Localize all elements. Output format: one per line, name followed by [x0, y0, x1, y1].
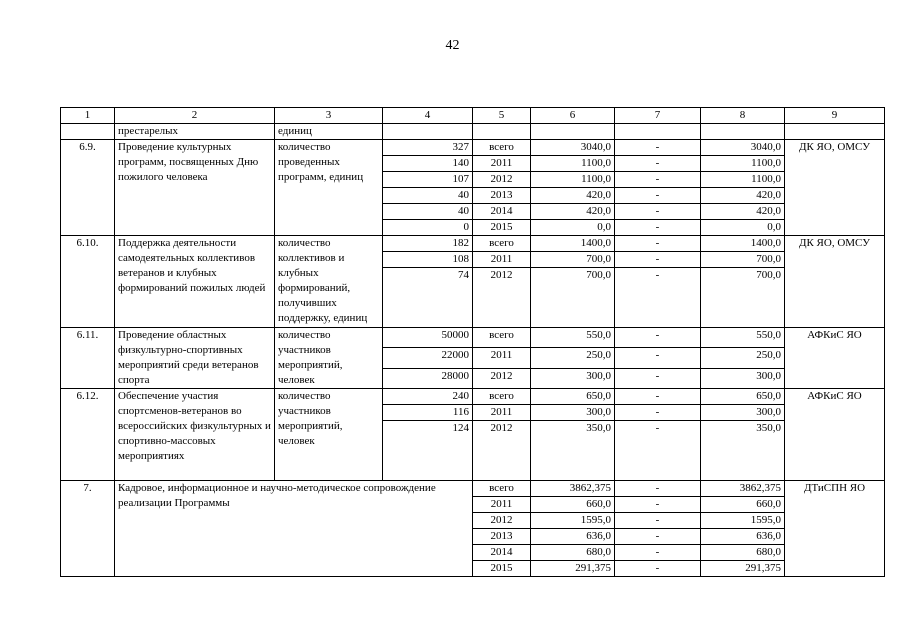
continuation-row — [61, 124, 885, 140]
value-target: 327 — [383, 140, 473, 156]
value-total: 660,0 — [531, 497, 615, 513]
value-total: 350,0 — [531, 421, 615, 481]
period: 2012 — [473, 513, 531, 529]
table-body — [61, 108, 885, 577]
table-row — [61, 236, 885, 252]
value-other: - — [615, 156, 701, 172]
item-name: Кадровое, информационное и научно-методическое сопровождение реализации Программы — [115, 481, 473, 577]
item-number: 6.10. — [61, 236, 115, 328]
value-total: 636,0 — [531, 529, 615, 545]
value-other: - — [615, 481, 701, 497]
value-target: 140 — [383, 156, 473, 172]
period: 2012 — [473, 368, 531, 388]
value-regional: 1100,0 — [701, 156, 785, 172]
period: всего — [473, 236, 531, 252]
value-regional: 420,0 — [701, 188, 785, 204]
value-total: 300,0 — [531, 405, 615, 421]
value-target: 240 — [383, 389, 473, 405]
value-total: 1595,0 — [531, 513, 615, 529]
executor: АФКиС ЯО — [785, 328, 885, 389]
value-regional: 291,375 — [701, 561, 785, 577]
value-other: - — [615, 421, 701, 481]
value-regional: 550,0 — [701, 328, 785, 348]
header-cell: 5 — [473, 108, 531, 124]
value-total: 291,375 — [531, 561, 615, 577]
value-target: 0 — [383, 220, 473, 236]
value-regional: 3862,375 — [701, 481, 785, 497]
value-other: - — [615, 348, 701, 368]
item-name: Поддержка деятельности самодеятельных коллективов ветеранов и клубных формирований пожилых людей — [115, 236, 275, 328]
value-regional: 700,0 — [701, 268, 785, 328]
program-table — [60, 107, 885, 577]
item-name: Проведение областных физкультурно-спортивных мероприятий среди ветеранов спорта — [115, 328, 275, 389]
value-target: 74 — [383, 268, 473, 328]
period: 2012 — [473, 172, 531, 188]
item-number: 6.9. — [61, 140, 115, 236]
table-row — [61, 328, 885, 348]
period: 2011 — [473, 348, 531, 368]
value-total: 3862,375 — [531, 481, 615, 497]
value-regional: 300,0 — [701, 368, 785, 388]
item-number: 7. — [61, 481, 115, 577]
value-other: - — [615, 545, 701, 561]
value-other: - — [615, 252, 701, 268]
period: всего — [473, 140, 531, 156]
value-total: 250,0 — [531, 348, 615, 368]
header-cell: 3 — [275, 108, 383, 124]
value-target: 116 — [383, 405, 473, 421]
value-total: 550,0 — [531, 328, 615, 348]
value-other: - — [615, 389, 701, 405]
header-row — [61, 108, 885, 124]
value-other: - — [615, 405, 701, 421]
item-name: Обеспечение участия спортсменов-ветеранов во всероссийских физкультурных и спортивно-массовых мероприятиях — [115, 389, 275, 481]
value-target: 28000 — [383, 368, 473, 388]
executor: ДТиСПН ЯО — [785, 481, 885, 577]
value-regional: 1100,0 — [701, 172, 785, 188]
header-cell: 7 — [615, 108, 701, 124]
executor: ДК ЯО, ОМСУ — [785, 236, 885, 328]
value-regional: 250,0 — [701, 348, 785, 368]
header-cell: 2 — [115, 108, 275, 124]
value-other: - — [615, 236, 701, 252]
value-total: 1100,0 — [531, 156, 615, 172]
value-total: 700,0 — [531, 252, 615, 268]
value-total: 1400,0 — [531, 236, 615, 252]
table-row — [61, 140, 885, 156]
value-total: 700,0 — [531, 268, 615, 328]
period: 2011 — [473, 405, 531, 421]
value-regional: 3040,0 — [701, 140, 785, 156]
value-other: - — [615, 328, 701, 348]
value-total: 420,0 — [531, 188, 615, 204]
value-target: 124 — [383, 421, 473, 481]
header-cell: 9 — [785, 108, 885, 124]
value-target: 182 — [383, 236, 473, 252]
item-indicator: количество проведенных программ, единиц — [275, 140, 383, 236]
executor: ДК ЯО, ОМСУ — [785, 140, 885, 236]
value-other: - — [615, 172, 701, 188]
value-other: - — [615, 561, 701, 577]
value-target: 22000 — [383, 348, 473, 368]
period: 2011 — [473, 252, 531, 268]
value-other: - — [615, 204, 701, 220]
value-other: - — [615, 220, 701, 236]
value-regional: 650,0 — [701, 389, 785, 405]
value-regional: 1595,0 — [701, 513, 785, 529]
value-total: 300,0 — [531, 368, 615, 388]
value-regional: 300,0 — [701, 405, 785, 421]
cell-empty — [531, 124, 615, 140]
period: 2012 — [473, 268, 531, 328]
cell-name: престарелых — [115, 124, 275, 140]
period: 2015 — [473, 561, 531, 577]
value-other: - — [615, 368, 701, 388]
value-total: 420,0 — [531, 204, 615, 220]
page-number: 42 — [445, 38, 460, 53]
value-total: 650,0 — [531, 389, 615, 405]
value-regional: 660,0 — [701, 497, 785, 513]
header-cell: 4 — [383, 108, 473, 124]
value-target: 108 — [383, 252, 473, 268]
item-indicator: количество участников мероприятий, человек — [275, 328, 383, 389]
executor: АФКиС ЯО — [785, 389, 885, 481]
value-regional: 1400,0 — [701, 236, 785, 252]
value-target: 107 — [383, 172, 473, 188]
value-other: - — [615, 268, 701, 328]
value-total: 1100,0 — [531, 172, 615, 188]
value-other: - — [615, 140, 701, 156]
table-row — [61, 481, 885, 497]
cell-empty — [383, 124, 473, 140]
value-total: 3040,0 — [531, 140, 615, 156]
cell-empty — [701, 124, 785, 140]
header-cell: 8 — [701, 108, 785, 124]
table-row — [61, 389, 885, 405]
period: 2014 — [473, 545, 531, 561]
cell-empty — [473, 124, 531, 140]
period: всего — [473, 389, 531, 405]
period: 2014 — [473, 204, 531, 220]
value-target: 50000 — [383, 328, 473, 348]
value-regional: 420,0 — [701, 204, 785, 220]
cell-empty — [615, 124, 701, 140]
period: 2013 — [473, 529, 531, 545]
period: 2011 — [473, 156, 531, 172]
period: 2015 — [473, 220, 531, 236]
value-other: - — [615, 513, 701, 529]
period: всего — [473, 328, 531, 348]
cell-empty — [61, 124, 115, 140]
value-regional: 636,0 — [701, 529, 785, 545]
period: 2013 — [473, 188, 531, 204]
value-regional: 0,0 — [701, 220, 785, 236]
cell-empty — [785, 124, 885, 140]
item-name: Проведение культурных программ, посвященных Дню пожилого человека — [115, 140, 275, 236]
value-target: 40 — [383, 188, 473, 204]
item-number: 6.11. — [61, 328, 115, 389]
value-regional: 700,0 — [701, 252, 785, 268]
item-indicator: количество участников мероприятий, человек — [275, 389, 383, 481]
item-indicator: количество коллективов и клубных формирований, получивших поддержку, единиц — [275, 236, 383, 328]
value-total: 680,0 — [531, 545, 615, 561]
value-other: - — [615, 188, 701, 204]
value-total: 0,0 — [531, 220, 615, 236]
value-other: - — [615, 497, 701, 513]
value-regional: 350,0 — [701, 421, 785, 481]
header-cell: 6 — [531, 108, 615, 124]
cell-indicator: единиц — [275, 124, 383, 140]
value-other: - — [615, 529, 701, 545]
item-number: 6.12. — [61, 389, 115, 481]
period: 2011 — [473, 497, 531, 513]
period: всего — [473, 481, 531, 497]
period: 2012 — [473, 421, 531, 481]
header-cell: 1 — [61, 108, 115, 124]
value-target: 40 — [383, 204, 473, 220]
value-regional: 680,0 — [701, 545, 785, 561]
